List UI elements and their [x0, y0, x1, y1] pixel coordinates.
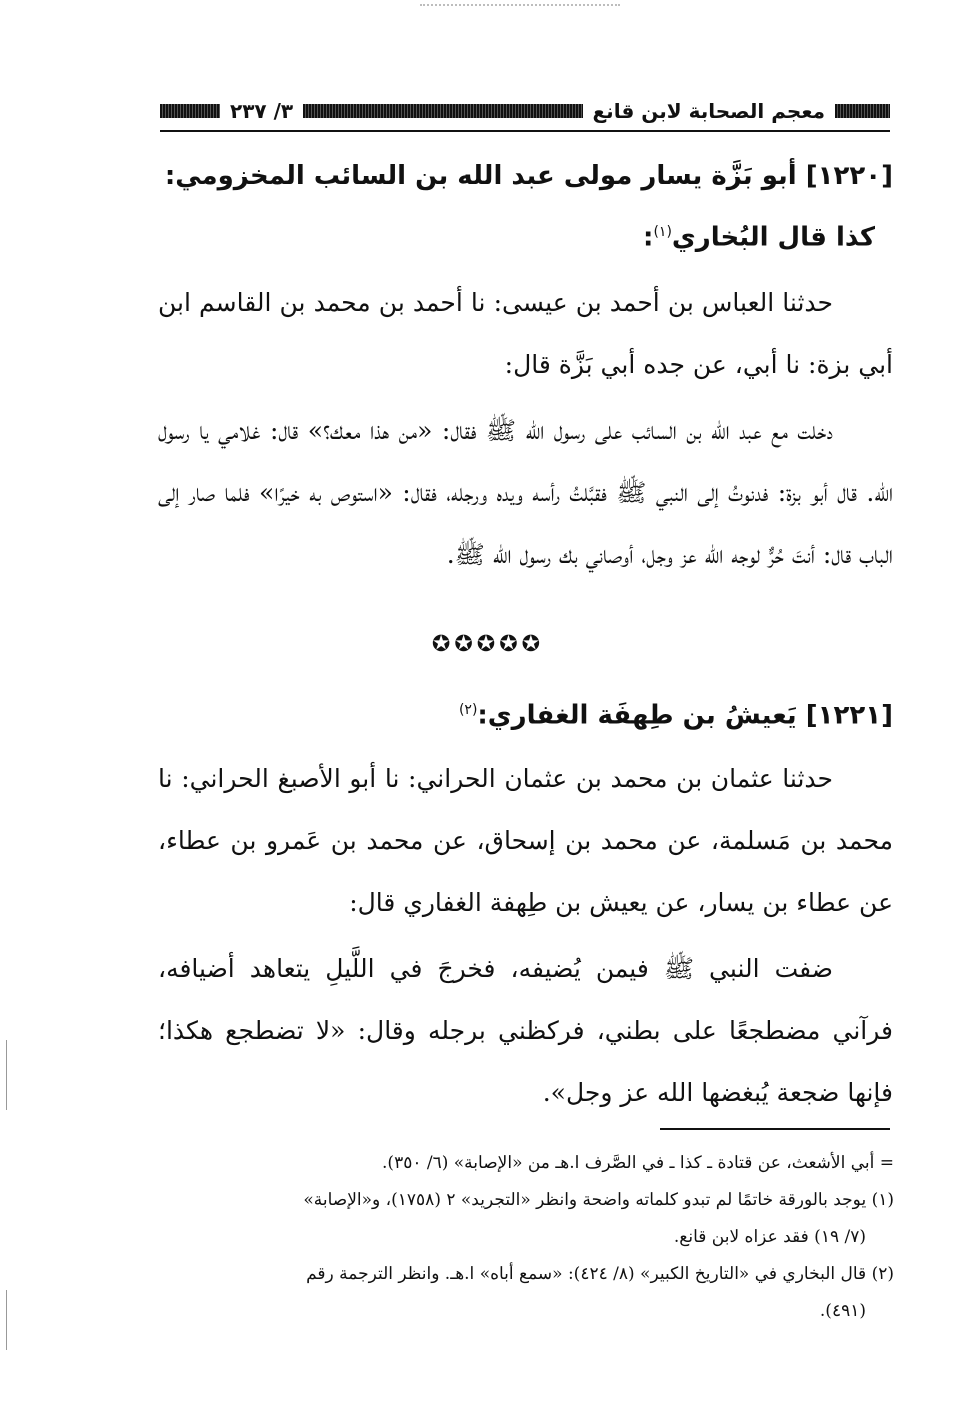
header-ornament-bar — [303, 104, 582, 118]
scan-edge-mark — [6, 1040, 7, 1110]
footnote-ref: (٢) — [458, 702, 478, 718]
isnad-paragraph: حدثنا عثمان بن محمد بن عثمان الحراني: نا أبو الأصبغ الحراني: نا محمد بن مَسلمة، عن محمد بن إسحاق، عن محمد بن عَمرو بن عطاء، عن عطاء بن يسار، عن يعيش بن طِهفة الغفاري قال: — [158, 764, 893, 917]
footnotes — [152, 1145, 894, 1330]
hadith-paragraph: ضفت النبي ﷺ فيمن يُضيفه، فخرجَ في اللَّيلِ يتعاهد أضيافه، فرآني مضطجعًا على بطني، فركظني برجله وقال: «لا تضطجع هكذا؛ فإنها ضجعة يُبغضها الله عز وجل». — [158, 954, 893, 1107]
entry-source-note: كذا قال البُخاري$^{(١)}$: — [643, 222, 875, 253]
source-note-text: كذا قال البُخاري — [671, 222, 875, 253]
footnote-continuation: = أبي الأشعث، عن قتادة ـ كذا ـ في الصَّرف ا.هـ من «الإصابة» (٦/ ٣٥٠). — [382, 1153, 894, 1173]
hadith-paragraph: دخلت مع عبد الله بن السائب على رسول الله ﷺ فقال: «من هذا معك؟» قال: غلامي يا رسول الله. قال أبو بزة: فدنوتُ إلى النبي ﷺ فقبَّلتُ رأسه ويده ورجله، فقال: «استوص به خيرًا» فلما صار إلى الباب قال: أنتَ حُرٌّ لوجه الله عز وجل، أوصاني بك رسول الله ﷺ. — [158, 416, 893, 569]
footnote-2-cont: (٤٩١). — [819, 1301, 866, 1321]
footnote-ref: (١) — [653, 224, 672, 240]
section-divider: ✪✪✪✪✪ — [431, 632, 545, 657]
page-header — [160, 94, 890, 128]
scan-top-marks — [420, 4, 620, 12]
header-ornament-bar — [160, 104, 220, 118]
book-title: معجم الصحابة لابن قانع — [592, 99, 825, 123]
footnote-2: (٢) قال البخاري في «التاريخ الكبير» (٨/ ٤٢٤): «سمع أباه» ا.هـ. وانظر الترجمة رقم — [306, 1264, 894, 1284]
footnote-separator — [660, 1128, 890, 1130]
entry-1221 — [158, 682, 893, 744]
header-rule — [160, 130, 890, 132]
header-ornament-bar — [835, 104, 890, 118]
footnote-1: (١) يوجد بالورقة خاتمًا لم تبدو كلماته واضحة وانظر «التجريد» ٢ (١٧٥٨)، و«الإصابة» — [303, 1190, 894, 1210]
isnad-paragraph: حدثنا العباس بن أحمد بن عيسى: نا أحمد بن محمد بن القاسم ابن أبي بزة: نا أبي، عن جده أبي بَزَّة قال: — [158, 288, 893, 379]
page-number: ٣/ ٢٣٧ — [230, 99, 294, 123]
footnote-1-cont: (٧/ ١٩) فقد عزاه لابن قانع. — [673, 1227, 866, 1247]
entry-1220-body — [158, 272, 893, 586]
scan-edge-mark — [6, 1290, 7, 1350]
entry-heading: [١٢٢٠] أبو بَزَّة يسار مولى عبد الله بن السائب المخزومي: — [164, 161, 893, 191]
entry-heading-text: [١٢٢١] يَعيشُ بن طِهفَة الغفاري: — [477, 700, 893, 731]
entry-heading — [158, 682, 893, 744]
entry-1221-body — [158, 748, 893, 1124]
entry-1220 — [158, 148, 893, 266]
